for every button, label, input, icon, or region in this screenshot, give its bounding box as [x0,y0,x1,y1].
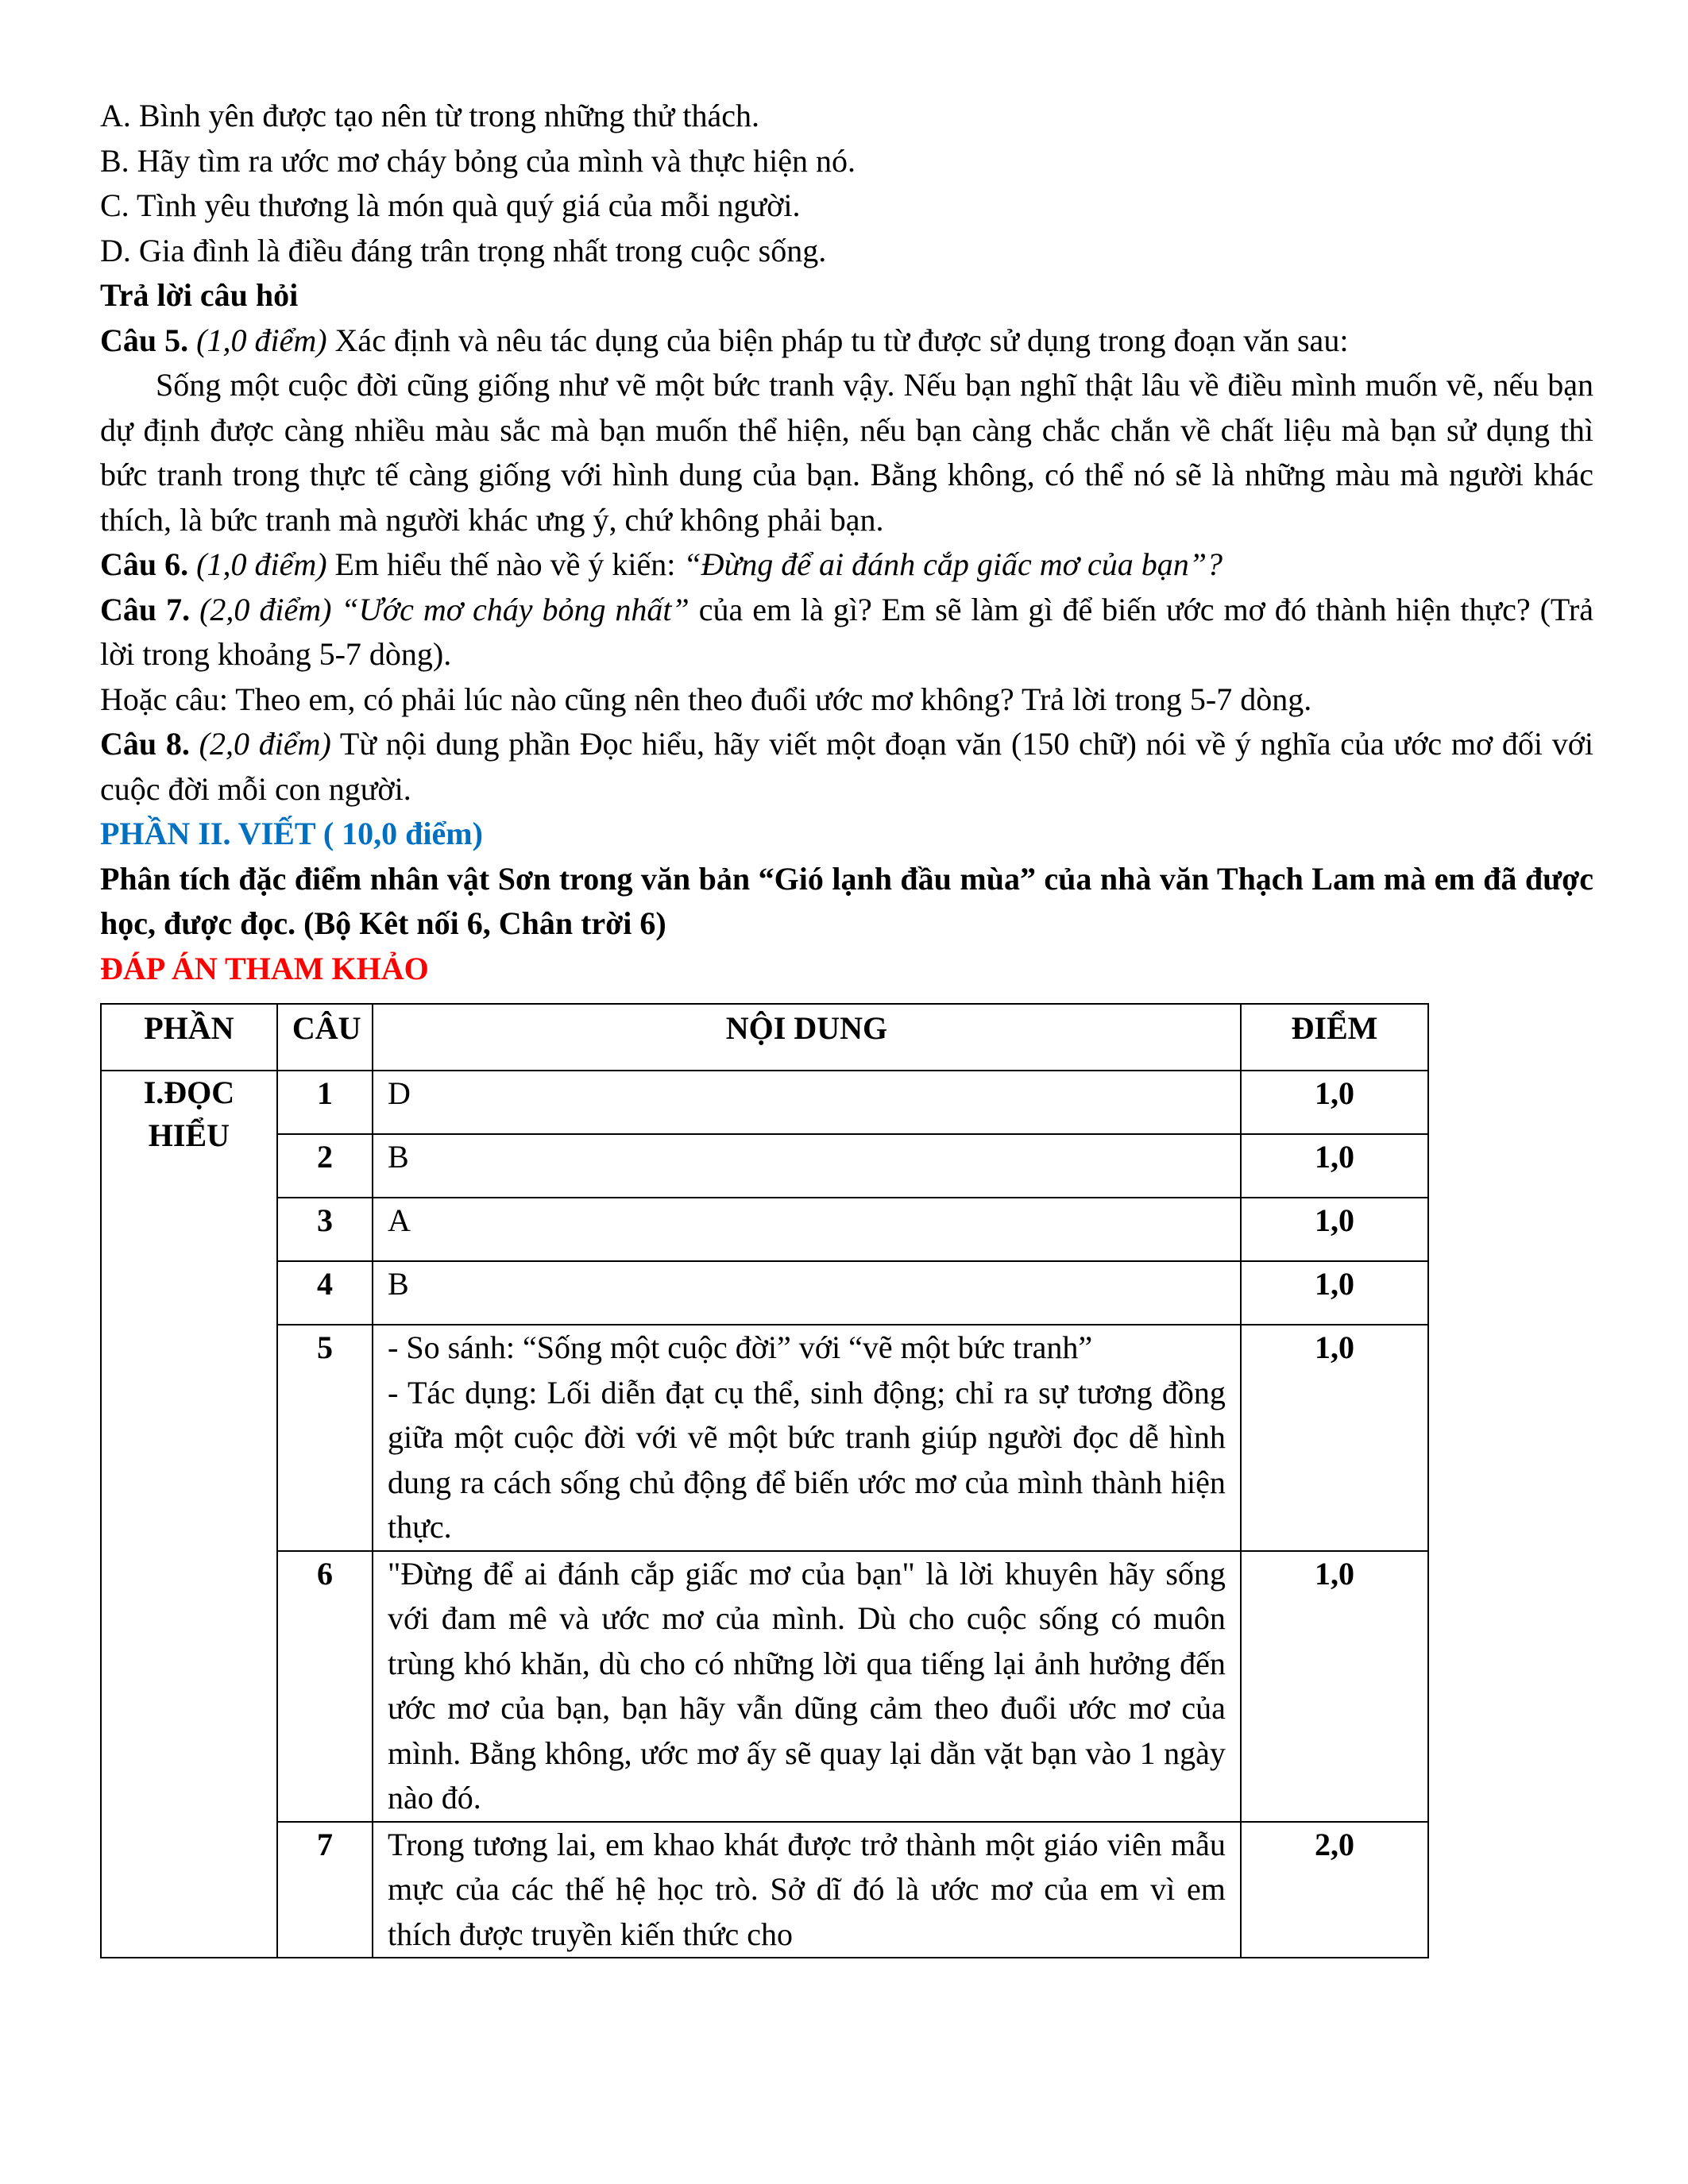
diem-cell: 1,0 [1241,1134,1428,1198]
table-row [101,1822,1428,1958]
cau-cell: 6 [277,1551,373,1822]
q6-points: (1,0 điểm) [196,546,327,582]
q6-text: Em hiểu thế nào về ý kiến: [326,546,684,582]
q6-quote: “Đừng để ai đánh cắp giấc mơ của bạn”? [683,546,1223,582]
q8-text: Từ nội dung phần Đọc hiểu, hãy viết một đoạn văn (150 chữ) nói về ý nghĩa của ước mơ đối với cuộc đời mỗi con người. [100,726,1594,807]
option-c: C. Tình yêu thương là món quà quý giá của mỗi người. [100,187,801,223]
question-7 [100,588,1593,677]
part2-heading: PHẦN II. VIẾT ( 10,0 điểm) [100,816,483,851]
cau-cell: 5 [277,1325,373,1551]
noi-dung-cell [373,1325,1241,1551]
noi-dung-cell: B [373,1134,1241,1198]
noi-dung-cell: D [373,1071,1241,1134]
q7-alternative: Hoặc câu: Theo em, có phải lúc nào cũng nên theo đuổi ước mơ không? Trả lời trong 5-7 dòng. [100,681,1312,717]
col-header-phan: PHẦN [101,1004,277,1071]
answer-key-heading: ĐÁP ÁN THAM KHẢO [100,950,429,986]
answer-key-table [100,1003,1429,1958]
table-row [101,1261,1428,1325]
noi-dung-cell: Trong tương lai, em khao khát được trở thành một giáo viên mẫu mực của các thế hệ học trò. Sở dĩ đó là ước mơ của em vì em thích được truyền kiến thức cho [373,1822,1241,1958]
cau-cell: 1 [277,1071,373,1134]
noi-dung-cell: "Đừng để ai đánh cắp giấc mơ của bạn" là lời khuyên hãy sống với đam mê và ước mơ của mình. Dù cho cuộc sống có muôn trùng khó khăn, dù cho có những lời qua tiếng lại ảnh hưởng đến ước mơ của bạn, bạn hãy vẫn dũng cảm theo đuổi ước mơ của mình. Bằng không, ước mơ ấy sẽ quay lại dằn vặt bạn vào 1 ngày nào đó. [373,1551,1241,1822]
q5-passage: Sống một cuộc đời cũng giống như vẽ một bức tranh vậy. Nếu bạn nghĩ thật lâu về điều mình muốn vẽ, nếu bạn dự định được càng nhiều màu sắc mà bạn muốn thể hiện, nếu bạn càng chắc chắn về chất liệu mà bạn sử dụng thì bức tranh trong thực tế càng giống với hình dung của bạn. Bằng không, có thể nó sẽ là những màu mà người khác thích, là bức tranh mà người khác ưng ý, chứ không phải bạn. [100,367,1593,538]
q7-label: Câu 7. [100,591,191,627]
diem-cell: 2,0 [1241,1822,1428,1958]
col-header-noi-dung: NỘI DUNG [373,1004,1241,1071]
table-row [101,1198,1428,1261]
q7-points: (2,0 điểm) [199,591,332,627]
diem-cell: 1,0 [1241,1551,1428,1822]
q6-label: Câu 6. [100,546,189,582]
table-row [101,1551,1428,1822]
section-cell: I.ĐỌC HIỂU [101,1071,277,1958]
option-d: D. Gia đình là điều đáng trân trọng nhất trong cuộc sống. [100,232,827,268]
q7-text: của em là gì? Em sẽ làm gì để biến ước mơ đó thành hiện thực? (Trả lời trong khoảng 5-7 dòng). [100,591,1594,672]
col-header-cau: CÂU [277,1004,373,1071]
noi-dung-line: - Tác dụng: Lối diễn đạt cụ thể, sinh động; chỉ ra sự tương đồng giữa một cuộc đời với vẽ một bức tranh giúp người đọc dễ hình dung ra cách sống chủ động để biến ước mơ của mình thành hiện thực. [388,1374,1226,1545]
document-page [100,94,1593,991]
cau-cell: 4 [277,1261,373,1325]
cau-cell: 7 [277,1822,373,1958]
cau-cell: 3 [277,1198,373,1261]
table-row [101,1134,1428,1198]
question-6 [100,542,1593,588]
question-8 [100,722,1593,812]
diem-cell: 1,0 [1241,1325,1428,1551]
noi-dung-line: - So sánh: “Sống một cuộc đời” với “vẽ một bức tranh” [388,1329,1093,1365]
q5-points: (1,0 điểm) [196,322,327,358]
diem-cell: 1,0 [1241,1198,1428,1261]
q8-points: (2,0 điểm) [199,726,331,762]
table-row [101,1071,1428,1134]
col-header-diem: ĐIỂM [1241,1004,1428,1071]
diem-cell: 1,0 [1241,1071,1428,1134]
table-row [101,1325,1428,1551]
option-a: A. Bình yên được tạo nên từ trong những thử thách. [100,98,759,133]
part2-prompt: Phân tích đặc điểm nhân vật Sơn trong văn bản “Gió lạnh đầu mùa” của nhà văn Thạch Lam mà em đã được học, được đọc. (Bộ Kêt nối 6, Chân trời 6) [100,860,1593,941]
cau-cell: 2 [277,1134,373,1198]
answer-heading: Trả lời câu hỏi [100,277,299,313]
q8-label: Câu 8. [100,726,190,762]
q5-label: Câu 5. [100,322,189,358]
noi-dung-cell: A [373,1198,1241,1261]
table-header-row [101,1004,1428,1071]
diem-cell: 1,0 [1241,1261,1428,1325]
q7-quote: “Ước mơ cháy bỏng nhất” [331,591,689,627]
question-5 [100,318,1593,364]
noi-dung-cell: B [373,1261,1241,1325]
option-b: B. Hãy tìm ra ước mơ cháy bỏng của mình và thực hiện nó. [100,142,856,179]
q5-text: Xác định và nêu tác dụng của biện pháp tu từ được sử dụng trong đoạn văn sau: [326,322,1349,358]
